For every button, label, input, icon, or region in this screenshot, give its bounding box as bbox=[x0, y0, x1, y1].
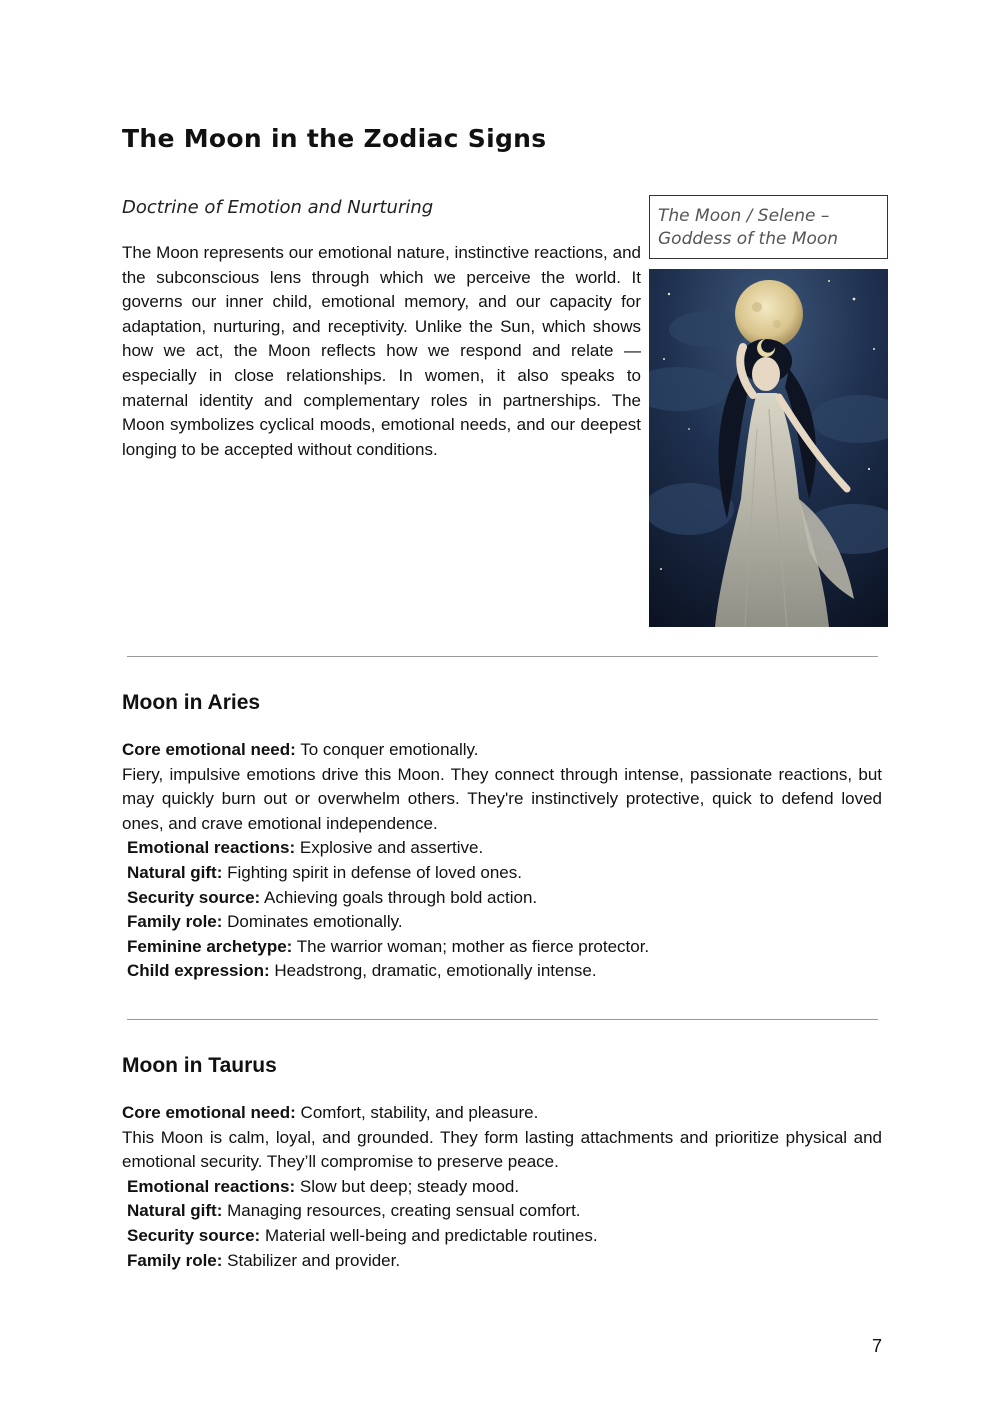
trait-value: Explosive and assertive. bbox=[295, 838, 484, 858]
section-divider bbox=[127, 1019, 878, 1020]
trait-value: Material well-being and predictable routines. bbox=[260, 1225, 598, 1245]
trait-item bbox=[122, 1249, 882, 1274]
page-title: The Moon in the Zodiac Signs bbox=[122, 124, 547, 153]
trait-item bbox=[122, 861, 882, 886]
trait-value: Managing resources, creating sensual comfort. bbox=[222, 1201, 581, 1221]
moon-goddess-illustration bbox=[649, 269, 888, 627]
trait-label: Security source: bbox=[127, 887, 261, 907]
section-heading-aries: Moon in Aries bbox=[122, 691, 261, 714]
section-body-taurus bbox=[122, 1101, 882, 1273]
core-need-label: Core emotional need: bbox=[122, 1103, 296, 1122]
trait-value: Fighting spirit in defense of loved ones. bbox=[222, 862, 522, 882]
trait-item bbox=[122, 910, 882, 935]
trait-value: Achieving goals through bold action. bbox=[260, 887, 538, 907]
core-need-value: To conquer emotionally. bbox=[295, 740, 479, 759]
page-subtitle: Doctrine of Emotion and Nurturing bbox=[122, 197, 434, 218]
core-need-value: Comfort, stability, and pleasure. bbox=[295, 1103, 539, 1122]
section-body-aries bbox=[122, 738, 882, 984]
description-aries: Fiery, impulsive emotions drive this Moon. They connect through intense, passionate reactions, but may quickly burn out or overwhelm others. They're instinctively protective, quick to defend loved ones, and crave emotional independence. bbox=[122, 764, 882, 833]
trait-value: The warrior woman; mother as fierce protector. bbox=[292, 936, 650, 956]
trait-label: Emotional reactions: bbox=[127, 838, 296, 858]
trait-value: Slow but deep; steady mood. bbox=[295, 1176, 520, 1196]
trait-item bbox=[122, 1199, 882, 1224]
section-heading-taurus: Moon in Taurus bbox=[122, 1054, 277, 1077]
section-divider bbox=[127, 656, 878, 657]
figure-caption-line-2: Goddess of the Moon bbox=[658, 229, 839, 249]
trait-value: Stabilizer and provider. bbox=[222, 1250, 401, 1270]
trait-label: Child expression: bbox=[127, 961, 270, 981]
page-number: 7 bbox=[872, 1336, 883, 1356]
figure-caption bbox=[649, 195, 888, 259]
trait-label: Natural gift: bbox=[127, 862, 223, 882]
trait-label: Family role: bbox=[127, 912, 223, 932]
core-need-label: Core emotional need: bbox=[122, 740, 296, 759]
figure-caption-line-1: The Moon / Selene – bbox=[658, 206, 830, 226]
trait-item bbox=[122, 886, 882, 911]
trait-label: Feminine archetype: bbox=[127, 936, 293, 956]
trait-item bbox=[122, 1175, 882, 1200]
trait-item bbox=[122, 836, 882, 861]
trait-value: Dominates emotionally. bbox=[222, 912, 403, 932]
core-need-aries bbox=[122, 738, 882, 763]
trait-label: Security source: bbox=[127, 1225, 261, 1245]
intro-paragraph: The Moon represents our emotional nature, instinctive reactions, and the subconscious lens through which we perceive the world. It governs our inner child, emotional memory, and our capacity for adaptation, nurturing, and receptivity. Unlike the Sun, which shows how we act, the Moon reflects how we respond and relate — especially in close relationships. In women, it also speaks to maternal identity and complementary roles in partnerships. The Moon symbolizes cyclical moods, emotional needs, and our deepest longing to be accepted without conditions. bbox=[122, 243, 641, 459]
core-need-taurus bbox=[122, 1101, 882, 1126]
trait-item bbox=[122, 959, 882, 984]
trait-value: Headstrong, dramatic, emotionally intense. bbox=[269, 961, 597, 981]
trait-label: Family role: bbox=[127, 1250, 223, 1270]
trait-label: Emotional reactions: bbox=[127, 1176, 296, 1196]
trait-item bbox=[122, 935, 882, 960]
description-taurus: This Moon is calm, loyal, and grounded. They form lasting attachments and prioritize physical and emotional security. They’ll compromise to preserve peace. bbox=[122, 1127, 882, 1172]
trait-label: Natural gift: bbox=[127, 1201, 223, 1221]
trait-item bbox=[122, 1224, 882, 1249]
